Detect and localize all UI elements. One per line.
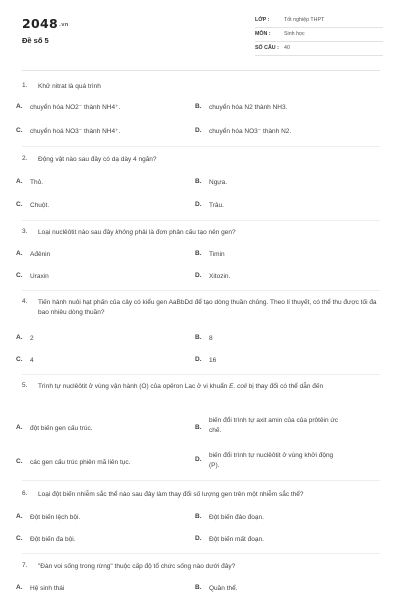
option-letter: D. [195,127,202,134]
option-text: chuyển hóa NO2⁻ thành NH4⁺. [30,104,121,111]
option-text: Quần thể. [209,585,238,592]
option-letter: A. [16,103,23,110]
option-text: Đột biến đa bội. [30,536,76,543]
question-number: 3. [22,228,28,235]
meta-label: SỐ CÂU : [255,45,279,51]
option-letter: D. [195,356,202,363]
option-letter: D. [195,456,202,463]
question-divider [22,374,380,375]
question-divider [22,480,380,481]
meta-label: MÔN : [255,31,271,37]
option-letter: D. [195,201,202,208]
option-letter: B. [195,513,202,520]
site-logo[interactable] [22,16,69,31]
option-text: Timin [209,251,225,258]
option-letter: C. [16,356,23,363]
meta-value: Tốt nghiệp THPT [284,17,325,23]
question-stem: "Đàn voi sống trong rừng" thuộc cấp độ tổ chức sống nào dưới đây? [38,563,236,570]
option-text: đột biến gen cấu trúc. [30,425,93,432]
option-text: các gen cấu trúc phiên mã liên tục. [30,459,131,466]
option-letter: B. [195,334,202,341]
header-divider [22,70,380,71]
option-letter: C. [16,458,23,465]
option-letter: A. [16,424,23,431]
exam-title: Đề số 5 [22,36,49,45]
logo-text: 2048 [22,16,58,31]
option-letter: A. [16,334,23,341]
meta-row-count [255,42,383,56]
option-letter: B. [195,424,202,431]
option-letter: C. [16,272,23,279]
question-divider [22,290,380,291]
question-divider [22,146,380,147]
option-letter: B. [195,584,202,591]
option-text: Thỏ. [30,179,44,186]
option-text: Ađênin [30,251,51,258]
meta-value: 40 [284,45,290,51]
option-letter: D. [195,535,202,542]
option-text: Uraxin [30,273,49,280]
option-letter: C. [16,201,23,208]
option-text: chuyển hoá NO3⁻ thành NH4⁺. [30,128,121,135]
option-text: chuyển hóa NO3⁻ thành N2. [209,128,292,135]
question-number: 4. [22,298,28,305]
meta-row-subject [255,28,383,42]
question-number: 1. [22,82,28,89]
question-stem [38,228,378,238]
option-text: Đột biến mất đoạn. [209,536,264,543]
question-stem [38,382,378,392]
stem-text: phải là đơn phân cấu tạo nên gen? [133,229,236,236]
option-letter: B. [195,178,202,185]
question-number: 7. [22,562,28,569]
question-stem: Loại đột biến nhiễm sắc thể nào sau đây làm thay đổi số lượng gen trên một nhiễm sắc thể? [38,491,304,498]
meta-label: LỚP : [255,17,270,23]
option-letter: C. [16,127,23,134]
option-letter: A. [16,178,23,185]
logo-suffix: .vn [59,22,69,28]
option-letter: D. [195,272,202,279]
stem-text: Loại nuclêôtit nào sau đây [38,229,116,236]
stem-text: bị thay đổi có thể dẫn đến [246,383,324,390]
option-text: Chuột. [30,202,50,209]
meta-value: Sinh học [284,31,305,37]
question-number: 6. [22,490,28,497]
option-text: Đột biến lệch bội. [30,514,81,521]
option-text: Đột biến đảo đoạn. [209,514,264,521]
option-letter: A. [16,250,23,257]
option-text: Ngựa. [209,179,228,186]
question-stem: Động vật nào sau đây có dạ dày 4 ngăn? [38,156,157,163]
option-letter: A. [16,513,23,520]
option-text: Xitozin. [209,273,231,280]
option-letter: C. [16,535,23,542]
option-letter: A. [16,584,23,591]
option-letter: B. [195,250,202,257]
option-text: chuyển hóa N2 thành NH3. [209,104,288,111]
option-text: 4 [30,357,34,364]
question-number: 5. [22,382,28,389]
option-text: Hệ sinh thái [30,585,65,592]
exam-header [22,14,380,64]
stem-emphasis: E. coli [229,383,247,390]
option-text: 16 [209,357,217,364]
option-text: biến đổi trình tự axit amin của của prôtêin ức chế. [209,417,339,434]
question-number: 2. [22,155,28,162]
option-letter: B. [195,103,202,110]
question-stem: Khử nitrat là quá trình [38,83,101,90]
option-text: 2 [30,335,34,342]
question-divider [22,553,380,554]
meta-row-class [255,14,383,28]
stem-emphasis: không [115,229,134,236]
question-stem: Tiến hành nuôi hạt phấn của cây có kiểu gen AaBbDd để tạo dòng thuần chủng. Theo lí thuyết, có thể thu được tối đa bao nhiêu dòng thuần? [38,299,377,316]
option-text: 8 [209,335,213,342]
option-text: Trâu. [209,202,224,209]
question-divider [22,220,380,221]
option-text: biến đổi trình tự nuclêôtit ở vùng khởi động (P). [209,452,334,469]
stem-text: Trình tự nuclêôtit ở vùng vận hành (O) của opêron Lac ở vi khuẩn [38,383,230,390]
